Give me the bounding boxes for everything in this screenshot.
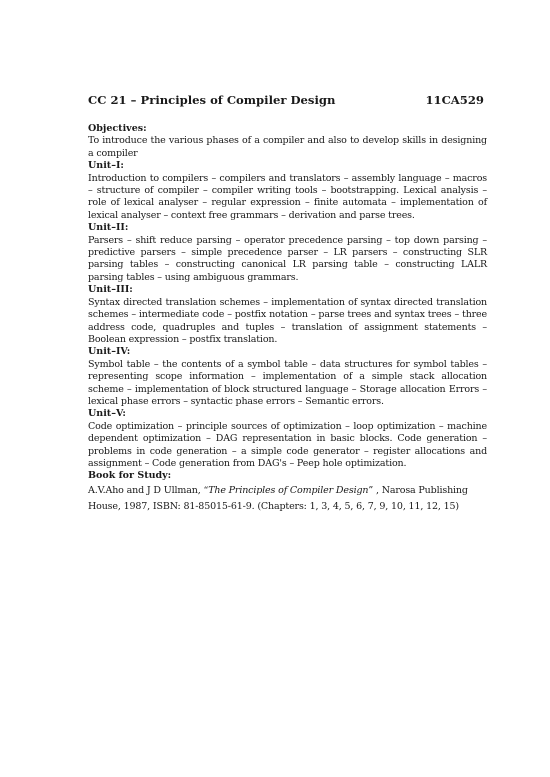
section-book — [88, 470, 487, 514]
book-details: ” , Narosa Publishing House, 1987, ISBN: 81-85015-61-9. (Chapters: 1, 3, 4, 5, 6, 7, 9, 10, 11, 12, 15) — [88, 484, 468, 512]
book-title: The Principles of Compiler Design — [208, 484, 369, 496]
book-heading: Book for Study: — [88, 470, 172, 482]
section-heading: Unit–II: — [88, 222, 129, 234]
section-heading: Unit–III: — [88, 284, 133, 296]
section-unit-3 — [88, 284, 487, 346]
section-text: Code optimization – principle sources of optimization – loop optimization – machine dependent optimization – DAG representation in basic blocks. Code generation – problems in code generation – a simple code generator – register allocations and assignment – Code generation from DAG's – Peep hole optimization. — [88, 420, 487, 469]
book-authors: A.V.Aho and J D Ullman, “ — [88, 484, 209, 496]
section-objectives — [88, 123, 487, 160]
section-heading: Unit–IV: — [88, 346, 131, 358]
section-text: Parsers – shift reduce parsing – operator precedence parsing – top down parsing – predictive parsers – simple precedence parser – LR parsers – constructing SLR parsing tables – constructing canonical LR parsing table – constructing LALR parsing tables – using ambiguous grammars. — [88, 234, 487, 283]
section-unit-4 — [88, 346, 487, 408]
syllabus-content — [88, 93, 487, 515]
section-heading: Unit–I: — [88, 160, 124, 172]
book-reference — [88, 483, 487, 515]
section-heading: Unit–V: — [88, 408, 126, 420]
section-text: Syntax directed translation schemes – implementation of syntax directed translation schemes – intermediate code – postfix notation – parse trees and syntax trees – three address code, quadruples and tuples – translation of assignment statements – Boolean expression – postfix translation. — [88, 296, 487, 345]
section-text: To introduce the various phases of a compiler and also to develop skills in designing a compiler — [88, 135, 487, 159]
section-text: Symbol table – the contents of a symbol table – data structures for symbol tables – representing scope information – implementation of a simple stack allocation scheme – implementation of block structured language – Storage allocation Errors – lexical phase errors – syntactic phase errors – Semantic errors. — [88, 358, 487, 407]
course-title: CC 21 – Principles of Compiler Design — [88, 93, 336, 107]
section-unit-1 — [88, 160, 487, 222]
section-unit-2 — [88, 222, 487, 284]
title-row — [88, 93, 487, 107]
section-heading: Objectives: — [88, 123, 147, 134]
section-text: Introduction to compilers – compilers and translators – assembly language – macros – structure of compiler – compiler writing tools – bootstrapping. Lexical analysis – role of lexical analyser – regular expression – finite automata – implementation of lexical analyser – context free grammars – derivation and parse trees. — [88, 172, 487, 221]
course-code: 11CA529 — [425, 93, 484, 107]
section-unit-5 — [88, 408, 487, 470]
